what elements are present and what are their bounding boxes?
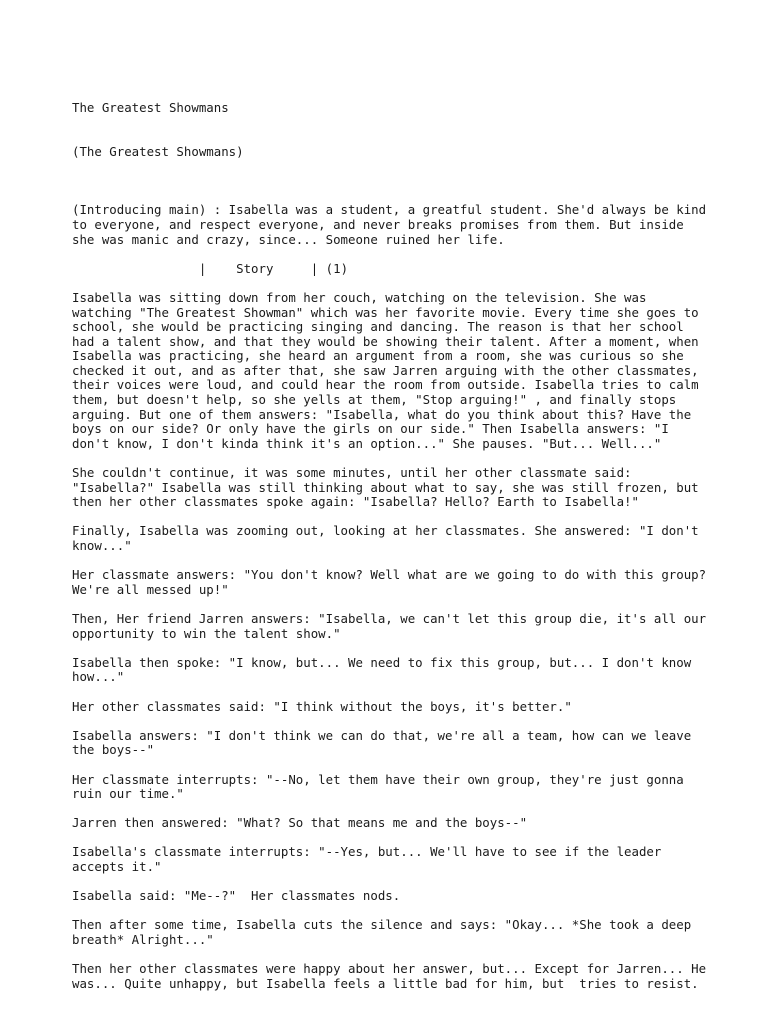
paragraph: She couldn't continue, it was some minutes, until her other classmate said: "Isabella?" Isabella was still thinking about what to say, she was still frozen, but then her other classmates spoke again: "Isabella? Hello? Earth to Isabella!": [72, 465, 707, 510]
paragraph: Isabella said: "Me--?" Her classmates nods.: [72, 888, 401, 904]
document-title: The Greatest Showmans: [72, 100, 229, 116]
paragraph: Isabella was sitting down from her couch, watching on the television. She was watching "The Greatest Showman" which was her favorite movie. Every time she goes to school, she would be practicing singing and dancing. The reason is that her school had a talent show, and that they would be showing their talent. After a moment, when Isabella was practicing, she heard an argument from a room, she was curious so she checked it out, and as after that, she saw Jarren arguing with the other classmates, their voices were loud, and could hear the room from outside. Isabella tries to calm them, but doesn't help, so she yells at them, "Stop arguing!" , and finally stops arguing. But one of them answers: "Isabella, what do you think about this? Have the boys on our side? Or only have the girls on our side." Then Isabella answers: "I don't know, I don't kinda think it's an option..." She pauses. "But... Well...": [72, 289, 707, 451]
paragraph: Her classmate answers: "You don't know? Well what are we going to do with this group? We're all messed up!": [72, 567, 714, 597]
paragraph: Isabella's classmate interrupts: "--Yes, but... We'll have to see if the leader accepts it.": [72, 844, 669, 875]
document-subtitle: (The Greatest Showmans): [72, 143, 244, 159]
paragraph: Isabella then spoke: "I know, but... We need to fix this group, but... I don't know how...": [72, 654, 699, 685]
paragraph: Isabella answers: "I don't think we can do that, we're all a team, how can we leave the boys--": [72, 727, 699, 758]
paragraph: Then after some time, Isabella cuts the silence and says: "Okay... *She took a deep breath* Alright...": [72, 917, 699, 948]
document-heading: [72, 72, 712, 189]
section-header-story: | Story | (1): [72, 260, 349, 276]
paragraph: Then, Her friend Jarren answers: "Isabella, we can't let this group die, it's all our opportunity to win the talent show.": [72, 610, 714, 641]
paragraph: Then her other classmates were happy about her answer, but... Except for Jarren... He was... Quite unhappy, but Isabella feels a little bad for him, but tries to resist.: [72, 961, 714, 991]
paragraph-intro: (Introducing main) : Isabella was a student, a greatful student. She'd always be kind to everyone, and respect everyone, and never breaks promises from them. But inside she was manic and crazy, since... Someone ruined her life.: [72, 202, 714, 247]
paragraph: Finally, Isabella was zooming out, looking at her classmates. She answered: "I don't know...": [72, 523, 707, 553]
paragraph: Jarren then answered: "What? So that means me and the boys--": [72, 815, 528, 831]
paragraph: Her classmate interrupts: "--No, let them have their own group, they're just gonna ruin our time.": [72, 771, 692, 802]
paragraph: Her other classmates said: "I think without the boys, it's better.": [72, 698, 572, 714]
document-page: [72, 72, 712, 1006]
